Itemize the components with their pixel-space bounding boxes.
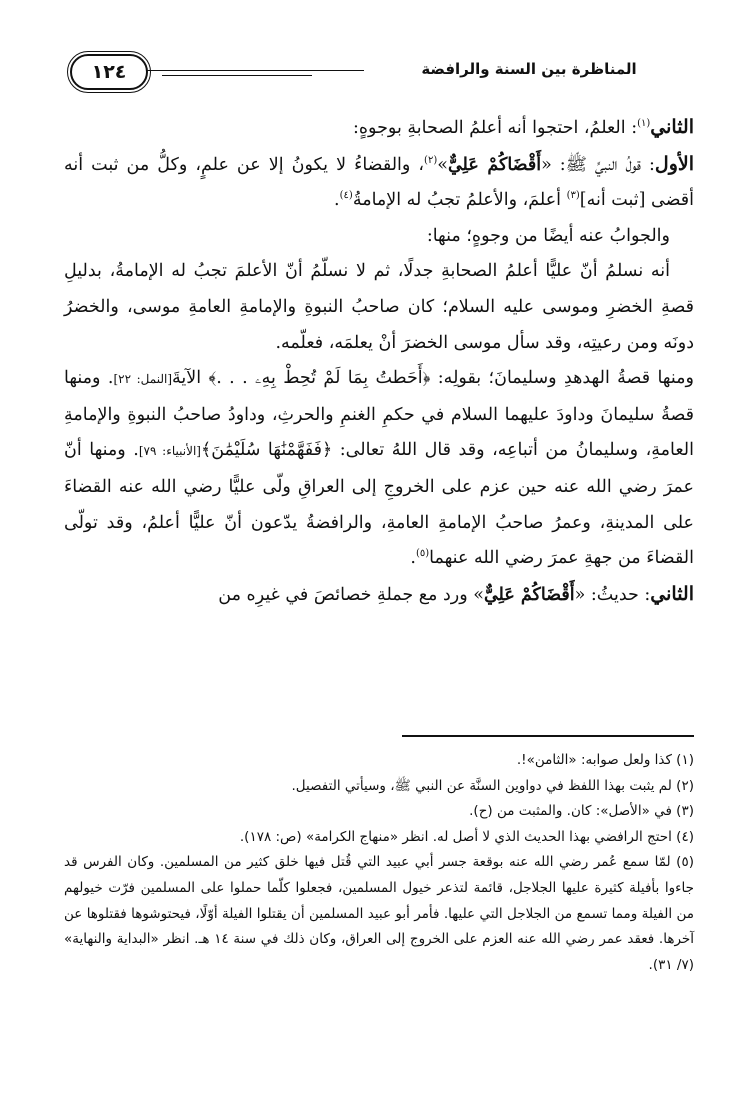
paragraph-text: : حديثُ: «: [574, 584, 651, 605]
section-lead: الأول: [654, 152, 694, 175]
paragraph-text: .: [410, 548, 416, 569]
paragraph-text: ومنها قصةُ الهدهدِ وسليمانَ؛ بقولِه: ﴿أَحَطتُ بِمَا لَمْ تُحِطْ بِهِۦ . . .﴾ الآيةَ: [172, 368, 694, 389]
paragraph-text: أعلمَ، والأعلمُ تجبُ له الإمامةُ: [352, 190, 567, 211]
footnote-ref: (٥): [415, 548, 430, 560]
paragraph-second-intro: [64, 110, 694, 147]
section-lead: الثاني: [650, 582, 694, 605]
footnotes: [64, 748, 694, 978]
header-rule: [162, 70, 312, 71]
paragraph-text: : قولُ النبيِّ ﷺ: «: [541, 154, 655, 175]
running-title: المناظرة بين السنة والرافضة: [421, 60, 637, 78]
footnote-ref: (١): [637, 118, 651, 130]
paragraph-first-argument: [64, 147, 694, 219]
paragraph-text: . ومنها قصةُ سليمانَ وداودَ عليهما السلام في حكمِ الغنمِ والحرثِ، وداودُ صاحبُ النبوةِ والإمامةِ العامةِ، وسليمانُ من أتباعِه، وقد قال اللهُ تعالى: ﴿فَفَهَّمْنَٰهَا سُلَيْمَٰنَ﴾: [64, 368, 695, 461]
paragraph-text: » ورد مع جملةِ خصائصَ في غيرِه من: [218, 584, 484, 605]
paragraph-answer-intro: والجوابُ عنه أيضًا من وجوهٍ؛ منها:: [426, 225, 670, 246]
verse-citation: [النمل: ٢٢]: [113, 372, 172, 387]
page-number: ١٢٤: [70, 54, 148, 90]
header-rule: [162, 75, 312, 76]
footnote-5: (٥) لمّا سمع عُمر رضي الله عنه بوقعة جسر أبي عبيد التي قُتل فيها خلق كثير من المسلمين. وكان الفرس قد جاءوا بأفيلة كثيرة عليها الجلاجل، قائمة لتذعر خيول المسلمين، فجعلوا كلّما حملوا على المسلمين فرّت خيولهم من الفيلة ومما تسمع من الجلاجل التي عليها. فأمر أبو عبيد المسلمين أن يقتلوا الفيلة أوّلًا، فيحتوشوها فقتلوها عن آخرها. فعقد عمر رضي الله عنه العزم على الخروج إلى العراق، وكان ذلك في سنة ١٤ هـ. انظر «البداية والنهاية» (٧/ ٣١).: [64, 854, 694, 973]
hadith-quote: أَقْضَاكُمْ عَلِيٌّ: [447, 154, 542, 175]
page-header: [62, 50, 694, 94]
footnote-ref: (٢): [424, 154, 438, 166]
paragraph-text: . ومنها أنّ عمرَ رضي الله عنه حين عزم على الخروجِ إلى العراقِ ولّى عليًّا رضي الله عنه القضاءَ على المدينةِ، وعمرُ صاحبُ الإمامةِ العامةِ، والرافضةُ يدّعون أنّ عليًّا أعلمُ، وقد تولّى القضاءَ من جهةِ عمرَ رضي الله عنهما: [64, 440, 694, 569]
footnote-4: (٤) احتج الرافضي بهذا الحديث الذي لا أصل له. انظر «منهاج الكرامة» (ص: ١٧٨).: [239, 828, 694, 845]
footnote-1: (١) كذا ولعل صوابه: «الثامن»!.: [516, 752, 694, 768]
footnote-3: (٣) في «الأصل»: كان. والمثبت من (ح).: [469, 803, 694, 820]
footnote-2: (٢) لم يثبت بهذا اللفظ في دواوين السنَّة عن النبي ﷺ، وسيأتي التفصيل.: [291, 777, 694, 794]
verse-citation: [الأنبياء: ٧٩]: [138, 444, 201, 459]
paragraph-text: ، والقضاءُ لا يكونُ إلا عن علمٍ، وكلُّ من ثبت أنه أقضى [ثبت أنه]: [64, 154, 694, 211]
paragraph-examples: [64, 361, 694, 577]
main-text: [64, 110, 694, 613]
paragraph-second-hadith: [64, 577, 694, 614]
header-rule: [312, 70, 364, 71]
paragraph-text: : العلمُ، احتجوا أنه أعلمُ الصحابةِ بوجوهٍ:: [352, 118, 638, 138]
paragraph-text: .: [334, 190, 340, 211]
hadith-quote: أَقْضَاكُمْ عَلِيٌّ: [483, 584, 575, 605]
footnote-ref: (٤): [339, 190, 353, 202]
paragraph-text: »: [437, 154, 448, 175]
footnote-separator: [402, 735, 694, 737]
footnote-ref: (٣): [566, 190, 580, 202]
section-lead: الثاني: [650, 116, 694, 138]
paragraph-khidr: أنه نسلمُ أنّ عليًّا أعلمُ الصحابةِ جدلًا، ثم لا نسلّمُ أنّ الأعلمَ تجبُ له الإمامةُ، بدليلِ قصةِ الخضرِ وموسى عليه السلام؛ كان صاحبُ النبوةِ والإمامةِ العامةِ موسى، والخضرُ دونَه ومن رعيتِه، وقد سأل موسى الخضرَ أنْ يعلمَه، فعلّمه.: [64, 261, 694, 353]
